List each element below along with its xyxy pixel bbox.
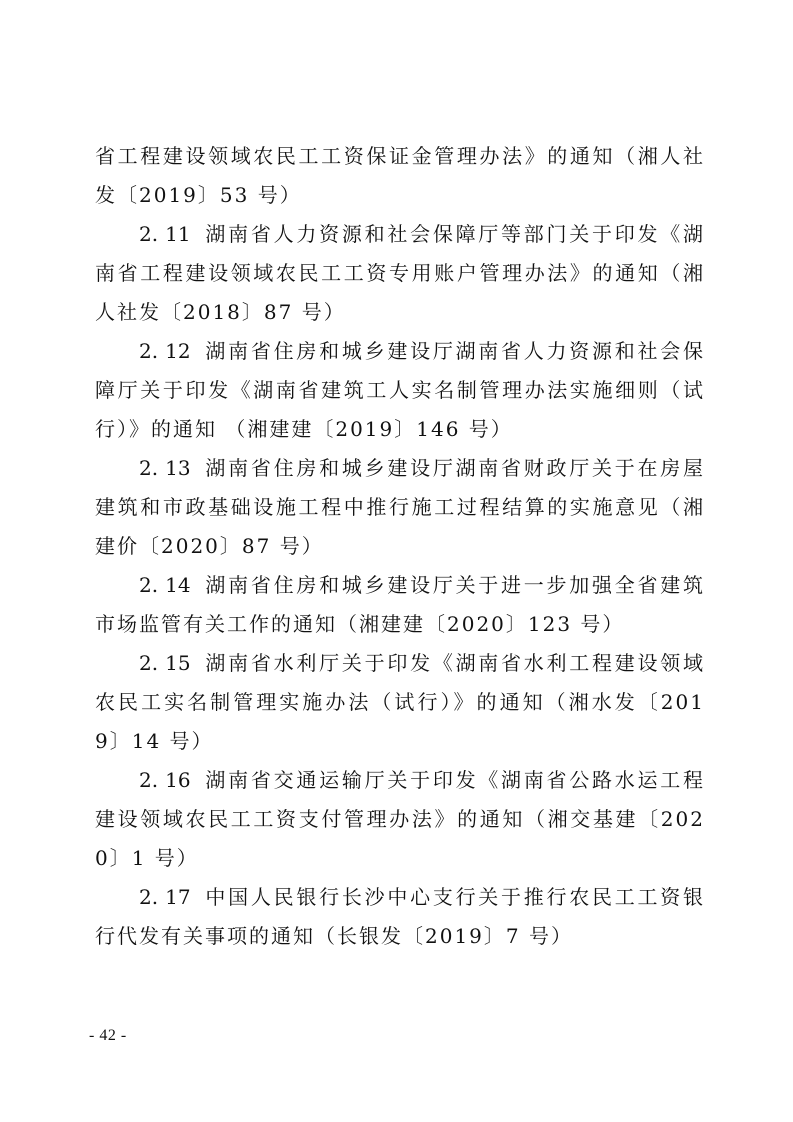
paragraph-text: 湖南省住房和城乡建设厅关于进一步加强全省建筑市场监管有关工作的通知（湘建建〔2020〕123 号） (95, 573, 706, 636)
paragraph-text: 湖南省水利厅关于印发《湖南省水利工程建设领域农民工实名制管理实施办法（试行）》的通知（湘水发〔2019〕14 号） (95, 651, 706, 753)
item-number: 2. 11 (139, 222, 191, 246)
item-number: 2. 17 (139, 885, 191, 909)
item-number: 2. 15 (139, 651, 191, 675)
document-body (95, 137, 705, 956)
paragraph-continuation (95, 137, 705, 215)
paragraph-2-15 (95, 644, 705, 761)
paragraph-text: 湖南省住房和城乡建设厅湖南省人力资源和社会保障厅关于印发《湖南省建筑工人实名制管理办法实施细则（试行）》的通知 （湘建建〔2019〕146 号） (95, 339, 706, 441)
paragraph-text: 湖南省人力资源和社会保障厅等部门关于印发《湖南省工程建设领域农民工工资专用账户管理办法》的通知（湘人社发〔2018〕87 号） (95, 222, 706, 324)
item-number: 2. 12 (139, 339, 191, 363)
paragraph-2-12 (95, 332, 705, 449)
item-number: 2. 14 (139, 573, 191, 597)
page-number: - 42 - (89, 1027, 127, 1044)
item-number: 2. 16 (139, 768, 191, 792)
paragraph-2-14 (95, 566, 705, 644)
paragraph-text: 省工程建设领域农民工工资保证金管理办法》的通知（湘人社发〔2019〕53 号） (95, 144, 705, 207)
paragraph-text: 湖南省交通运输厅关于印发《湖南省公路水运工程建设领域农民工工资支付管理办法》的通知（湘交基建〔2020〕1 号） (95, 768, 706, 870)
item-number: 2. 13 (139, 456, 191, 480)
paragraph-2-17 (95, 878, 705, 956)
paragraph-2-13 (95, 449, 705, 566)
paragraph-2-11 (95, 215, 705, 332)
paragraph-text: 湖南省住房和城乡建设厅湖南省财政厅关于在房屋建筑和市政基础设施工程中推行施工过程结算的实施意见（湘建价〔2020〕87 号） (95, 456, 706, 558)
paragraph-2-16 (95, 761, 705, 878)
paragraph-text: 中国人民银行长沙中心支行关于推行农民工工资银行代发有关事项的通知（长银发〔2019〕7 号） (95, 885, 706, 948)
